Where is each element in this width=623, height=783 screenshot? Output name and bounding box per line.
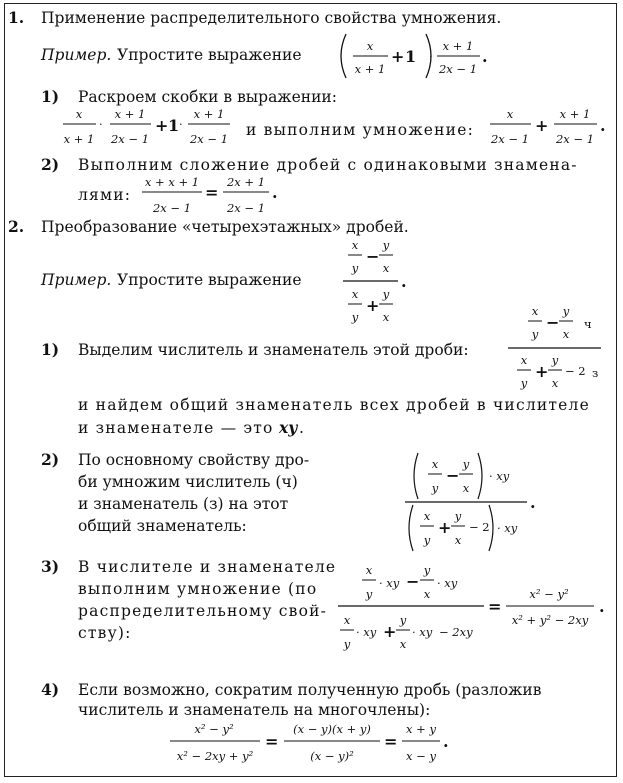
section-1-example-label: Пример. — [41, 46, 112, 64]
svg-text:x: x — [462, 481, 470, 495]
svg-text:2x − 1: 2x − 1 — [152, 201, 192, 215]
svg-text:y: y — [423, 533, 431, 547]
svg-text:y: y — [365, 587, 373, 601]
svg-text:x: x — [423, 509, 431, 523]
svg-text:.: . — [272, 183, 278, 202]
svg-text:y: y — [399, 613, 407, 627]
svg-text:+: + — [535, 116, 549, 135]
svg-text:x² − 2xy + y²: x² − 2xy + y² — [176, 749, 254, 763]
svg-text:x: x — [382, 310, 390, 324]
svg-text:2x − 1: 2x − 1 — [226, 201, 266, 215]
svg-text:x: x — [551, 376, 559, 390]
svg-text:y: y — [351, 261, 359, 275]
svg-text:y: y — [462, 457, 470, 471]
svg-text:y: y — [562, 304, 570, 318]
svg-text:.: . — [482, 47, 488, 66]
svg-text:x + y: x + y — [406, 722, 436, 736]
svg-text:2x − 1: 2x − 1 — [110, 132, 150, 146]
svg-text:1: 1 — [405, 47, 417, 66]
section-2-step1-period: . — [299, 419, 304, 437]
svg-text:2x − 1: 2x − 1 — [490, 132, 530, 146]
svg-text:+: + — [383, 622, 397, 641]
section-2-step4-number: 4) — [41, 680, 60, 699]
svg-text:x: x — [351, 287, 359, 301]
svg-text:x: x — [520, 353, 528, 367]
svg-text:x² − y²: x² − y² — [194, 722, 234, 736]
section-1-number: 1. — [8, 8, 25, 27]
section-1-step2-number: 2) — [41, 155, 60, 174]
svg-text:y: y — [431, 481, 439, 495]
svg-text:· xy: · xy — [437, 576, 458, 590]
svg-text:2x − 1: 2x − 1 — [555, 132, 595, 146]
section-2-step1-text: Выделим числитель и знаменатель этой дроби: — [78, 341, 469, 359]
svg-text:2x − 1: 2x − 1 — [189, 132, 229, 146]
section-2-step3-number: 3) — [41, 557, 60, 576]
svg-text:x: x — [431, 457, 439, 471]
svg-text:·: · — [429, 49, 433, 63]
svg-text:+: + — [155, 116, 169, 135]
section-2-step4-text2: числитель и знаменатель на многочлены): — [78, 701, 431, 719]
svg-text:x + 1: x + 1 — [63, 132, 95, 146]
svg-text:x − y: x − y — [406, 749, 436, 763]
svg-text:x + 1: x + 1 — [442, 39, 474, 53]
svg-text:− 2: − 2 — [469, 520, 490, 534]
svg-text:+: + — [438, 518, 452, 537]
svg-text:y: y — [531, 327, 539, 341]
section-2-step2-line4: общий знаменатель: — [78, 517, 247, 535]
svg-text:y: y — [454, 509, 462, 523]
svg-text:x: x — [531, 304, 539, 318]
svg-text:− 2: − 2 — [565, 364, 586, 378]
svg-text:−: − — [546, 313, 560, 332]
section-2-step1-var: xy — [279, 418, 298, 437]
section-2-step2-line3: и знаменатель (з) на этот — [78, 495, 289, 513]
svg-text:.: . — [599, 597, 605, 616]
svg-text:=: = — [265, 732, 279, 751]
svg-text:.: . — [600, 116, 606, 135]
section-2-number: 2. — [8, 217, 25, 236]
svg-text:y: y — [520, 376, 528, 390]
svg-text:x + 1: x + 1 — [114, 107, 146, 121]
svg-text:.: . — [530, 493, 536, 512]
section-2-step1-text3: и знаменателе — это — [78, 419, 274, 437]
svg-text:x: x — [423, 587, 431, 601]
section-2-step1-number: 1) — [41, 340, 60, 359]
svg-text:x² − y²: x² − y² — [529, 587, 569, 601]
svg-text:x: x — [365, 563, 373, 577]
svg-text:.: . — [443, 732, 449, 751]
svg-text:=: = — [384, 732, 398, 751]
section-2-step3-line4: ству): — [78, 624, 132, 642]
svg-text:.: . — [401, 272, 407, 291]
svg-text:x: x — [506, 107, 514, 121]
svg-text:x: x — [399, 637, 407, 651]
svg-text:+: + — [366, 296, 380, 315]
section-2-step2-line2: би умножим числитель (ч) — [78, 473, 298, 491]
svg-text:=: = — [205, 183, 219, 202]
svg-text:x + 1: x + 1 — [193, 107, 225, 121]
svg-text:1: 1 — [168, 116, 180, 135]
section-2-step4-text: Если возможно, сократим полученную дробь (разложив — [78, 681, 542, 699]
svg-text:· xy: · xy — [412, 625, 433, 639]
svg-text:− 2xy: − 2xy — [439, 625, 473, 639]
section-2-example-text: Упростите выражение — [117, 271, 302, 289]
svg-text:y: y — [382, 238, 390, 252]
section-2-step3-line2: выполним умножение (по — [78, 580, 318, 598]
svg-text:x² + y² − 2xy: x² + y² − 2xy — [511, 613, 589, 627]
section-2-step3-line3: распределительному свой- — [78, 602, 328, 620]
svg-text:2x − 1: 2x − 1 — [438, 62, 478, 76]
svg-text:+: + — [391, 47, 405, 66]
svg-text:−: − — [366, 247, 380, 266]
svg-text:x: x — [454, 533, 462, 547]
section-1-step2-text2: лями: — [78, 186, 132, 204]
svg-text:x + x + 1: x + x + 1 — [144, 175, 200, 189]
section-2-example-label: Пример. — [41, 271, 112, 289]
svg-text:x: x — [343, 613, 351, 627]
section-2-step2-line1: По основному свойству дро- — [78, 451, 310, 469]
section-1-heading: Применение распределительного свойства умножения. — [41, 9, 502, 27]
section-2-step2-number: 2) — [41, 450, 60, 469]
svg-text:· xy: · xy — [356, 625, 377, 639]
svg-text:·: · — [179, 117, 183, 131]
section-2-step1-text2: и найдем общий знаменатель всех дробей в числителе — [78, 396, 590, 414]
svg-text:x: x — [351, 238, 359, 252]
svg-text:y: y — [343, 637, 351, 651]
svg-text:(x − y)²: (x − y)² — [310, 749, 354, 763]
svg-text:y: y — [382, 287, 390, 301]
svg-text:−: − — [446, 466, 460, 485]
svg-text:· xy: · xy — [497, 521, 518, 535]
svg-text:x + 1: x + 1 — [354, 62, 386, 76]
section-2-heading: Преобразование «четырехэтажных» дробей. — [41, 218, 409, 236]
svg-text:ч: ч — [584, 317, 592, 331]
svg-text:з: з — [592, 366, 599, 380]
svg-text:+: + — [535, 362, 549, 381]
svg-text:y: y — [551, 353, 559, 367]
section-1-step1-text2: и выполним умножение: — [246, 121, 475, 139]
svg-text:x: x — [75, 107, 83, 121]
svg-text:−: − — [406, 572, 420, 591]
svg-text:=: = — [488, 597, 502, 616]
svg-text:y: y — [423, 563, 431, 577]
svg-text:x: x — [366, 39, 374, 53]
svg-text:· xy: · xy — [379, 576, 400, 590]
section-1-step1-number: 1) — [41, 87, 60, 106]
svg-text:x + 1: x + 1 — [559, 107, 591, 121]
svg-text:·: · — [99, 117, 103, 131]
svg-text:x: x — [562, 327, 570, 341]
section-1-step2-text: Выполним сложение дробей с одинаковыми знамена- — [78, 156, 578, 174]
section-1-example-text: Упростите выражение — [117, 46, 302, 64]
svg-text:y: y — [351, 310, 359, 324]
section-1-step1-text: Раскроем скобки в выражении: — [78, 88, 337, 106]
svg-text:(x − y)(x + y): (x − y)(x + y) — [293, 722, 371, 736]
section-2-step3-line1: В числителе и знаменателе — [78, 558, 337, 576]
svg-text:x: x — [382, 261, 390, 275]
svg-text:2x + 1: 2x + 1 — [226, 175, 266, 189]
svg-text:· xy: · xy — [489, 469, 510, 483]
